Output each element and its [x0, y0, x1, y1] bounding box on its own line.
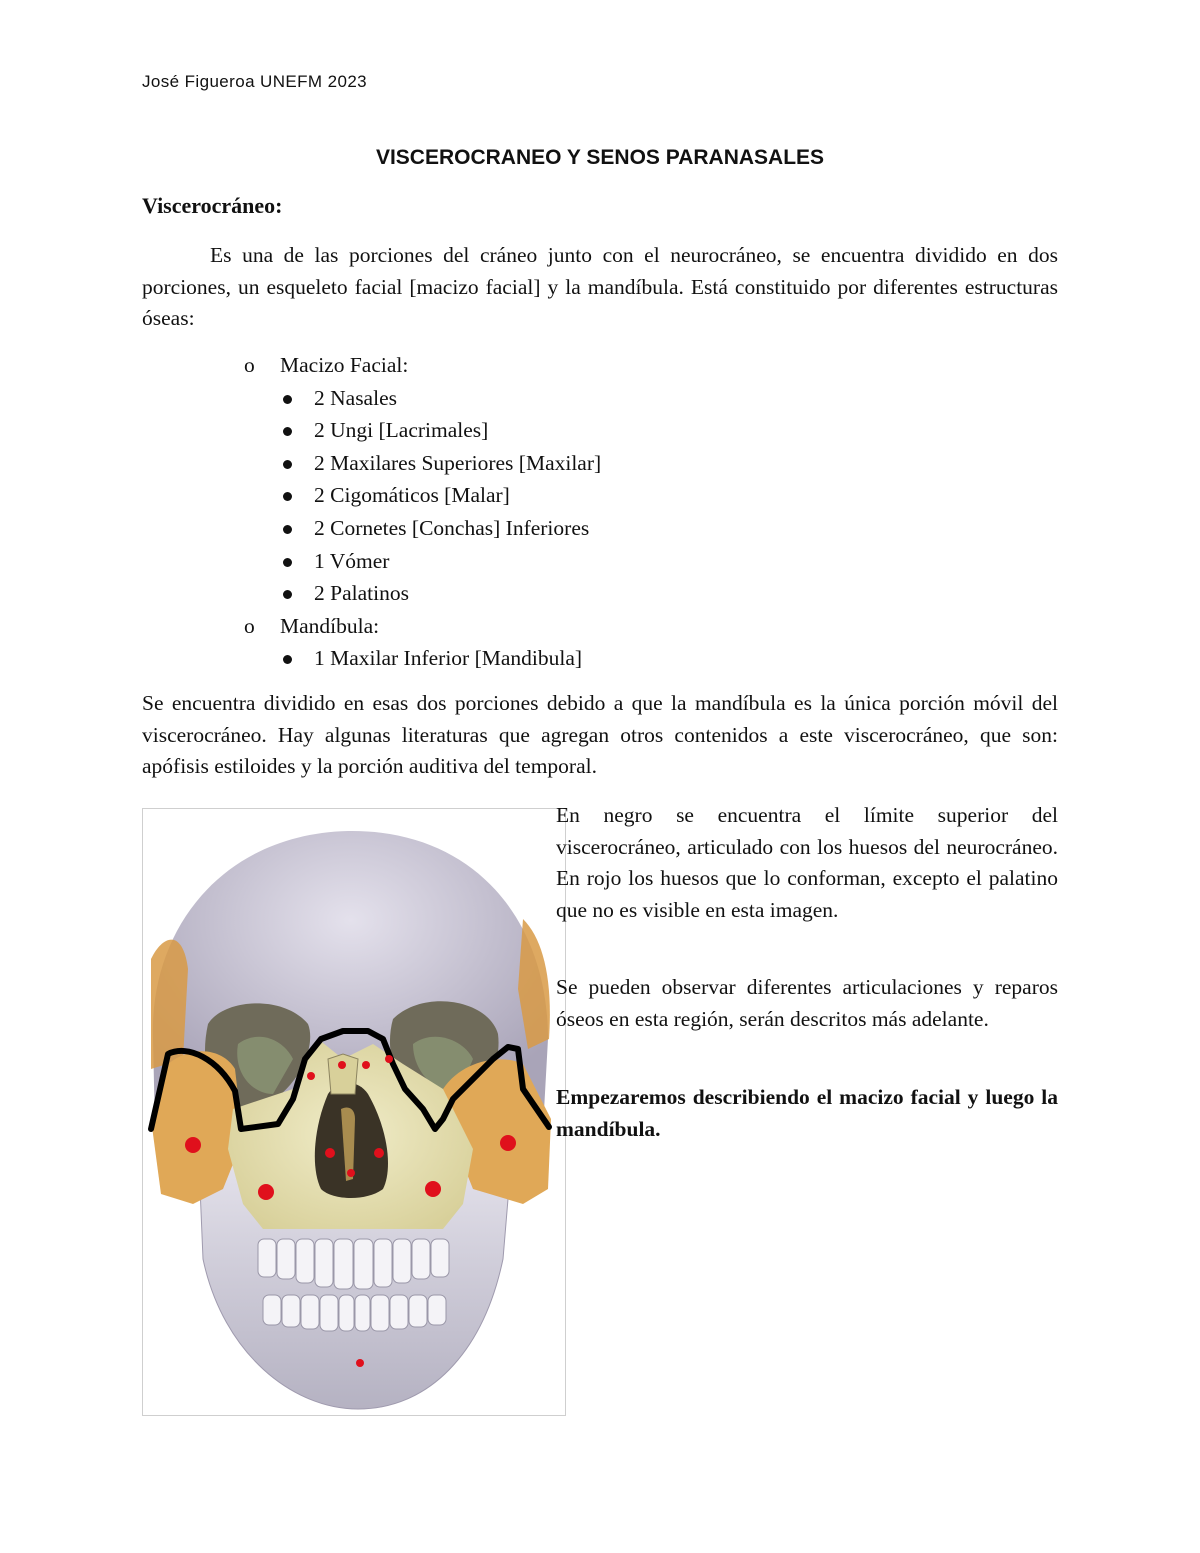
- bullet-icon: [283, 460, 292, 469]
- list-item: [244, 545, 601, 578]
- list-item: [244, 447, 601, 480]
- group-mandibula: [244, 610, 601, 643]
- bullet-icon: [283, 525, 292, 534]
- bullet-icon: [283, 655, 292, 664]
- list-item: [244, 512, 601, 545]
- list-item: [244, 577, 601, 610]
- list-item: [244, 382, 601, 415]
- document-title: VISCEROCRANEO Y SENOS PARANASALES: [375, 146, 825, 169]
- group-label: Macizo Facial:: [280, 353, 409, 377]
- bullet-icon: [283, 427, 292, 436]
- list-item: [244, 642, 601, 675]
- second-paragraph: Se encuentra dividido en esas dos porciones debido a que la mandíbula es la única porción móvil del viscerocráneo. Hay algunas literaturas que agregan otros contenidos a este viscerocráneo, que son: apófisis estiloides y la porción auditiva del temporal.: [142, 691, 1058, 778]
- group-label: Mandíbula:: [280, 613, 380, 638]
- intro-paragraph: Es una de las porciones del cráneo junto con el neurocráneo, se encuentra dividido en dos porciones, un esqueleto facial [macizo facial] y la mandíbula. Está constituido por diferentes estructuras óseas:: [142, 243, 1058, 330]
- list-item-text: 2 Palatinos: [314, 581, 409, 606]
- list-item-text: 2 Nasales: [314, 385, 397, 410]
- bullet-icon: [283, 395, 292, 404]
- list-item-text: 2 Maxilares Superiores [Maxilar]: [314, 450, 602, 475]
- nasal-bones: [328, 1054, 358, 1094]
- side-paragraph-1: En negro se encuentra el límite superior del viscerocráneo, articulado con los huesos del neurocráneo. En rojo los huesos que lo conforman, excepto el palatino que no es visible en esta imagen.: [556, 803, 1058, 922]
- list-item-text: 2 Cigomáticos [Malar]: [314, 483, 510, 508]
- list-item: [244, 414, 601, 447]
- side-paragraph-2: Se pueden observar diferentes articulaciones y reparos óseos en esta región, serán descritos más adelante.: [556, 975, 1058, 1031]
- bullet-icon: [283, 558, 292, 567]
- document-header: José Figueroa UNEFM 2023: [142, 72, 368, 91]
- list-item-text: 2 Ungi [Lacrimales]: [314, 418, 489, 443]
- list-item-text: 1 Maxilar Inferior [Mandibula]: [314, 646, 583, 671]
- list-item: [244, 479, 601, 512]
- group-marker: o: [244, 613, 255, 638]
- bullet-icon: [283, 492, 292, 501]
- list-item-text: 2 Cornetes [Conchas] Inferiores: [314, 515, 590, 540]
- bone-list: [244, 349, 601, 675]
- group-macizo-facial: [244, 349, 601, 382]
- group-marker: o: [244, 353, 255, 377]
- bullet-icon: [283, 590, 292, 599]
- skull-figure: [142, 808, 566, 1416]
- section-heading: Viscerocráneo:: [142, 193, 283, 218]
- side-paragraph-3: Empezaremos describiendo el macizo facial y luego la mandíbula.: [556, 1085, 1058, 1141]
- list-item-text: 1 Vómer: [314, 548, 390, 573]
- skull-illustration: [143, 809, 566, 1416]
